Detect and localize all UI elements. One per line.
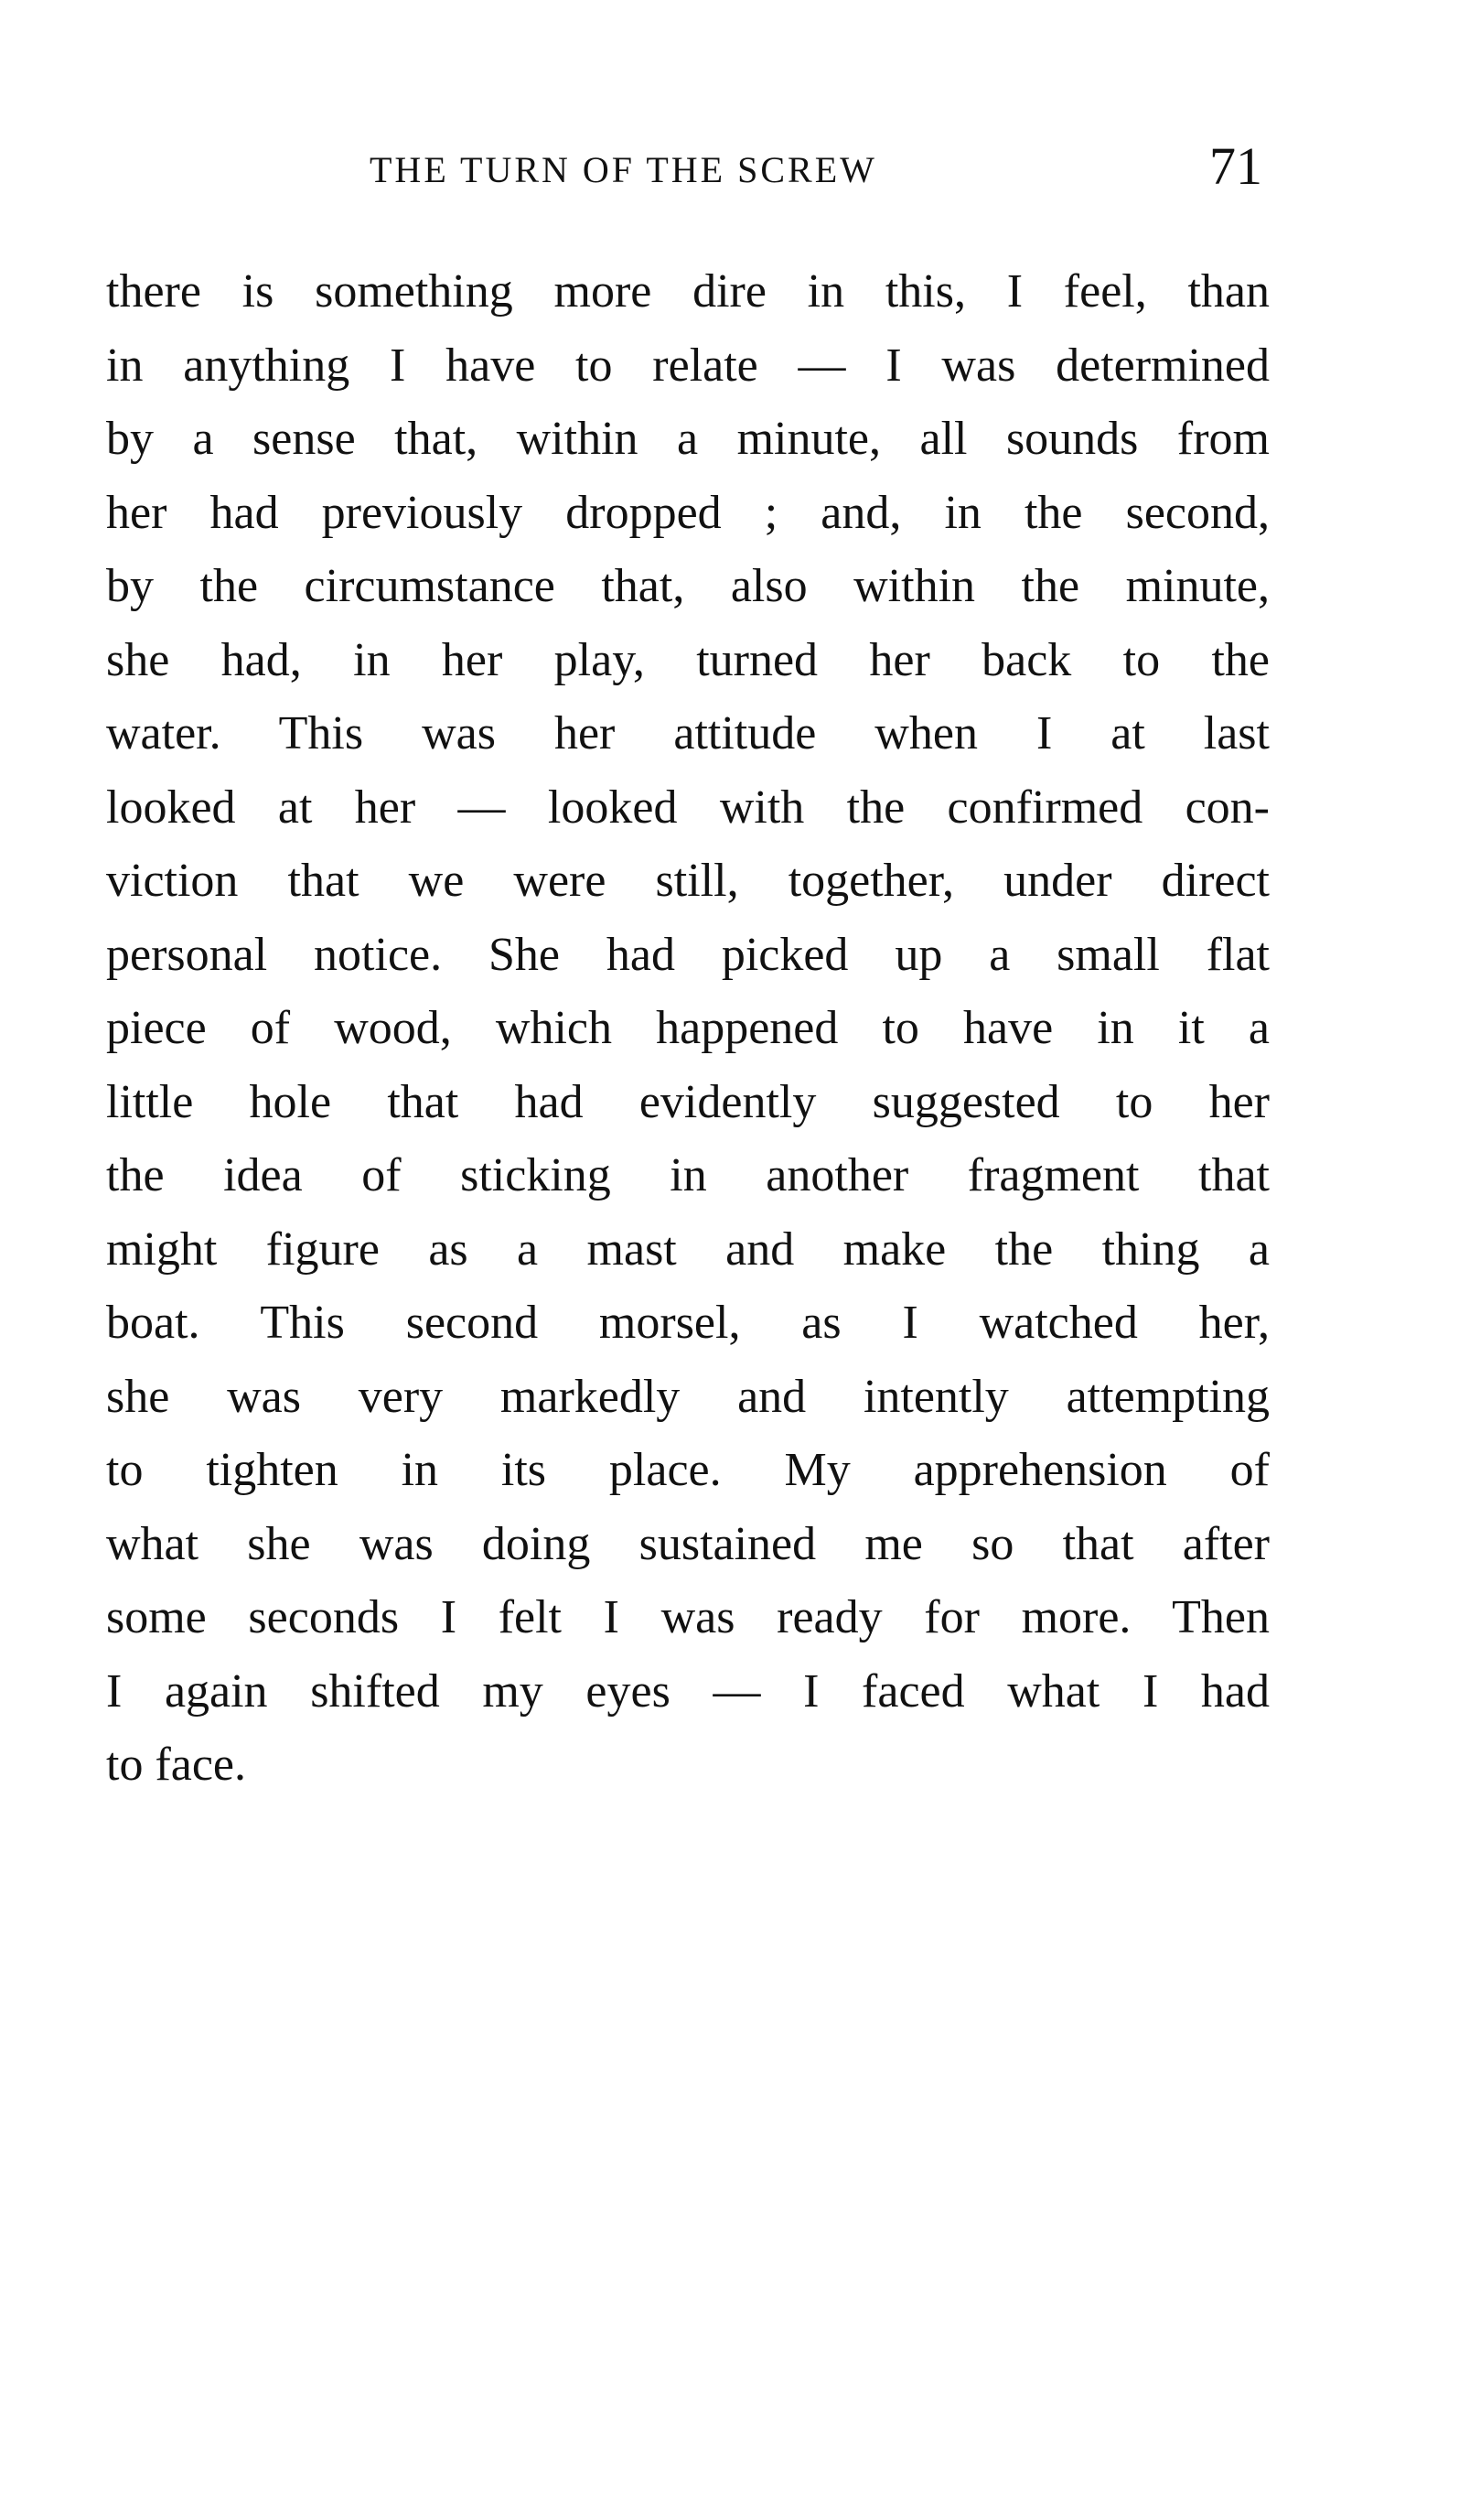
text-line: she was very markedly and intently attempting [106,1370,1270,1423]
text-line: to tighten in its place. My apprehension of [106,1444,1270,1496]
text-line: personal notice. She had picked up a small flat [106,928,1270,981]
text-line: there is something more dire in this, I feel, than [106,265,1270,318]
text-line: by a sense that, within a minute, all sounds from [106,413,1270,465]
text-line: by the circumstance that, also within the minute, [106,560,1270,612]
text-line: might figure as a mast and make the thing a [106,1222,1270,1276]
body-text [106,255,1270,1803]
text-line: I again shifted my eyes — I faced what I had [106,1664,1270,1718]
text-line: viction that we were still, together, under direct [106,855,1270,907]
text-line: to face. [106,1739,247,1791]
page-number: 71 [1209,136,1262,196]
text-line: little hole that had evidently suggested to her [106,1075,1270,1128]
running-title: THE TURN OF THE SCREW [370,149,877,190]
text-line: in anything I have to relate — I was determined [106,339,1270,392]
text-line: looked at her — looked with the confirmed con- [106,781,1270,834]
text-line: some seconds I felt I was ready for more. Then [106,1591,1270,1643]
text-line: water. This was her attitude when I at last [106,707,1270,759]
text-line: what she was doing sustained me so that after [106,1517,1270,1570]
text-line: piece of wood, which happened to have in it a [106,1002,1270,1054]
text-line: her had previously dropped ; and, in the second, [106,486,1270,539]
text-line: she had, in her play, turned her back to the [106,633,1270,686]
text-line: the idea of sticking in another fragment that [106,1149,1270,1201]
running-head [106,135,1270,209]
text-line: boat. This second morsel, as I watched her, [106,1297,1270,1349]
